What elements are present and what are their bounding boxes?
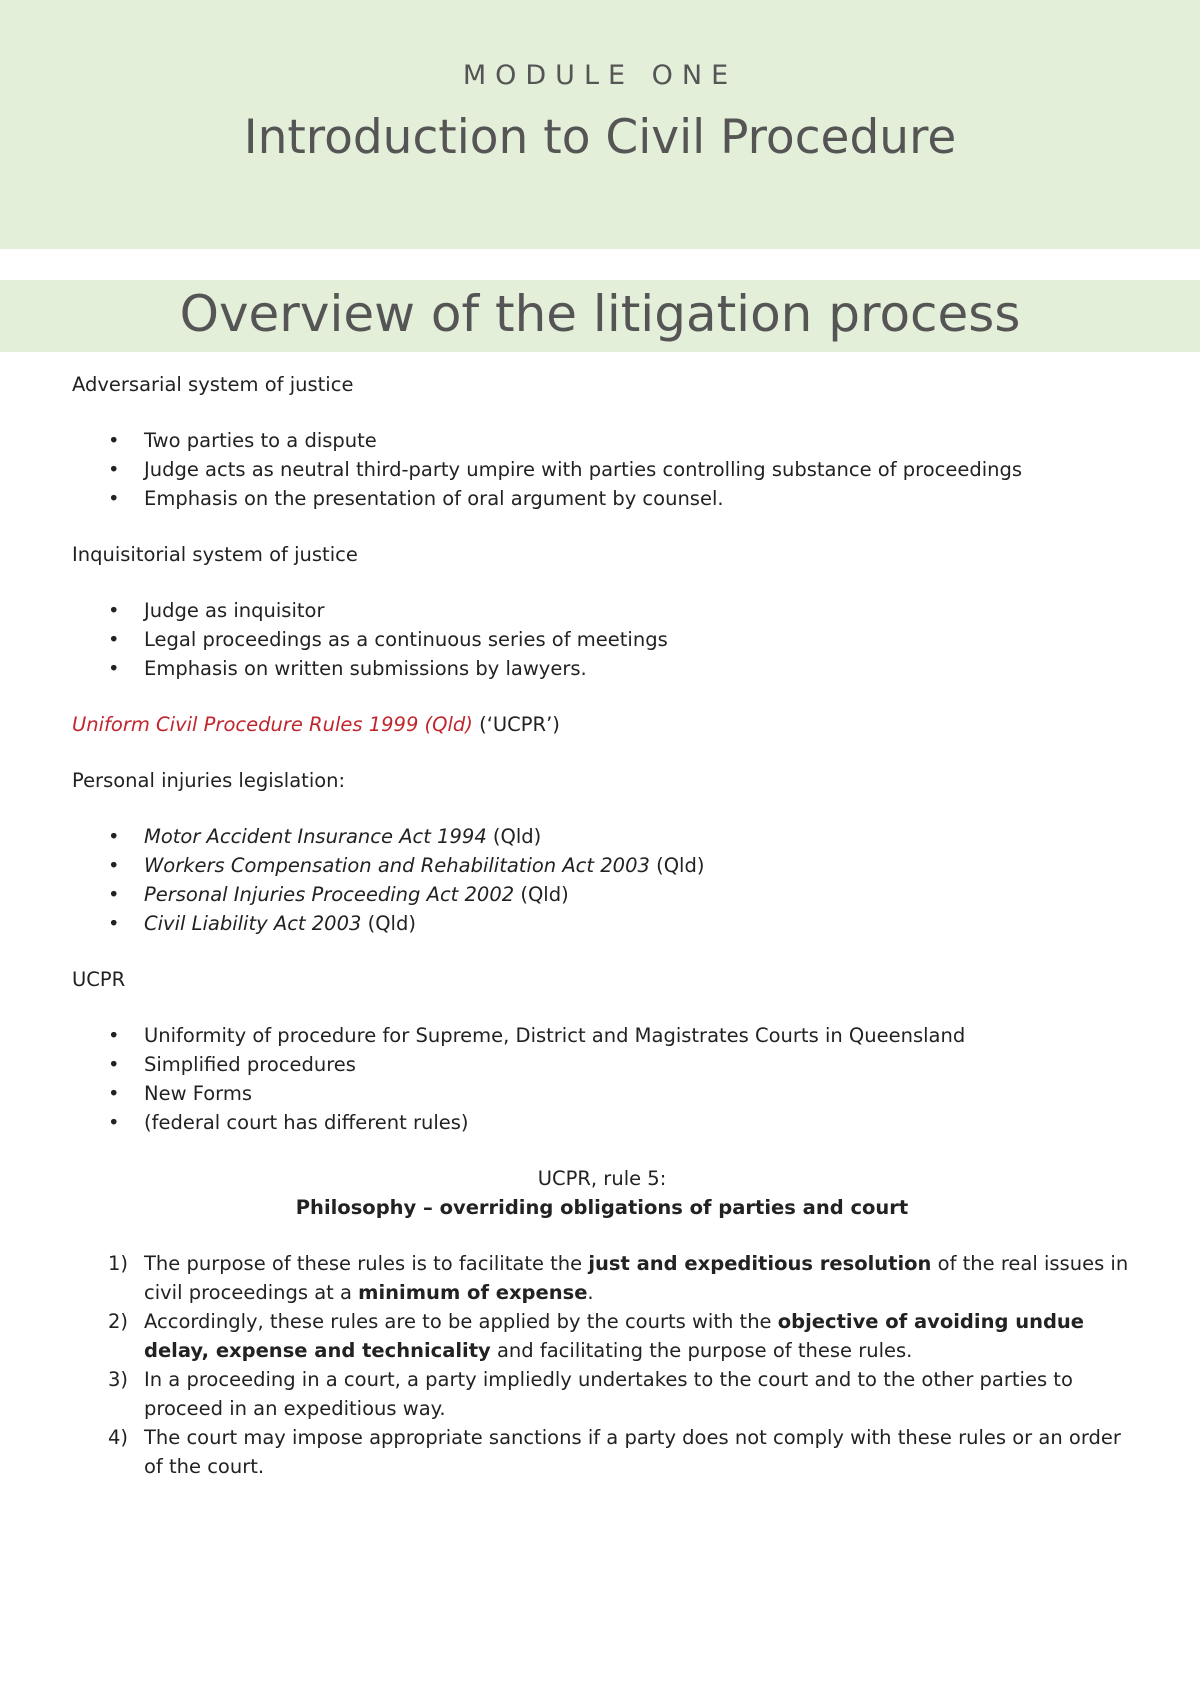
- ucpr-list: [72, 1021, 1132, 1137]
- rule-item: [108, 1307, 1132, 1365]
- act-name: Workers Compensation and Rehabilitation Act 2003: [144, 854, 650, 877]
- ucpr-abbrev: (‘UCPR’): [472, 713, 560, 736]
- act-name: Civil Liability Act 2003: [144, 912, 362, 935]
- list-item: • Judge as inquisitor: [144, 596, 1132, 625]
- rule-text: In a proceeding in a court, a party impliedly undertakes to the court and to the other parties to proceed in an expeditious way.: [144, 1368, 1073, 1420]
- list-item: • Two parties to a dispute: [144, 426, 1132, 455]
- list-item: • Emphasis on the presentation of oral argument by counsel.: [144, 484, 1132, 513]
- rule-text: Accordingly, these rules are to be applied by the courts with the: [144, 1310, 778, 1333]
- rule5-heading: [72, 1164, 1132, 1222]
- rule5-citation: UCPR, rule 5:: [537, 1167, 667, 1190]
- rule-text: The court may impose appropriate sanctions if a party does not comply with these rules or an order of the court.: [144, 1426, 1121, 1478]
- rule-text: .: [587, 1281, 594, 1304]
- act-name: Motor Accident Insurance Act 1994: [144, 825, 487, 848]
- rule-number: 1): [108, 1252, 129, 1275]
- pi-legislation-list: [72, 822, 1132, 938]
- rule-number: 2): [108, 1310, 129, 1333]
- rule-emphasis: minimum of expense: [358, 1281, 588, 1304]
- inquisitorial-heading: Inquisitorial system of justice: [72, 543, 358, 566]
- rule-text: The purpose of these rules is to facilitate the: [144, 1252, 589, 1275]
- list-item: [144, 851, 1132, 880]
- list-item: • Simplified procedures: [144, 1050, 1132, 1079]
- list-item: • New Forms: [144, 1079, 1132, 1108]
- ucpr-reference: [72, 710, 1132, 739]
- rule-item: [108, 1365, 1132, 1423]
- rule-text: and facilitating the purpose of these rules.: [490, 1339, 913, 1362]
- ucpr-heading: UCPR: [72, 968, 126, 991]
- adversarial-heading: Adversarial system of justice: [72, 373, 354, 396]
- act-jurisdiction: (Qld): [361, 912, 416, 935]
- ucpr-link[interactable]: Uniform Civil Procedure Rules 1999 (Qld): [72, 713, 473, 736]
- rule-number: 3): [108, 1368, 129, 1391]
- list-item: • Uniformity of procedure for Supreme, District and Magistrates Courts in Queensland: [144, 1021, 1132, 1050]
- rule-item: [108, 1423, 1132, 1481]
- rule5-list: [72, 1249, 1132, 1481]
- module-kicker: MODULE ONE: [462, 60, 738, 91]
- act-jurisdiction: (Qld): [514, 883, 569, 906]
- list-item: • Legal proceedings as a continuous series of meetings: [144, 625, 1132, 654]
- document-body: [72, 370, 1132, 1481]
- inquisitorial-list: [72, 596, 1132, 683]
- list-item: • Emphasis on written submissions by lawyers.: [144, 654, 1132, 683]
- act-name: Personal Injuries Proceeding Act 2002: [144, 883, 515, 906]
- rule-number: 4): [108, 1426, 129, 1449]
- list-item: • Judge acts as neutral third-party umpire with parties controlling substance of proceedings: [144, 455, 1132, 484]
- list-item: [144, 909, 1132, 938]
- act-jurisdiction: (Qld): [486, 825, 542, 848]
- rule-emphasis: objective of avoiding undue delay, expense and technicality: [144, 1310, 1085, 1362]
- rule-text: of the real issues in civil proceedings at a: [144, 1252, 1129, 1304]
- rule-item: [108, 1249, 1132, 1307]
- module-title: Introduction to Civil Procedure: [243, 110, 957, 165]
- rule-emphasis: just and expeditious resolution: [588, 1252, 932, 1275]
- list-item: • (federal court has different rules): [144, 1108, 1132, 1137]
- list-item: [144, 880, 1132, 909]
- section-title: Overview of the litigation process: [179, 285, 1021, 343]
- adversarial-list: [72, 426, 1132, 513]
- list-item: [144, 822, 1132, 851]
- rule5-title: Philosophy – overriding obligations of parties and court: [295, 1196, 909, 1219]
- pi-legislation-heading: Personal injuries legislation:: [72, 769, 346, 792]
- act-jurisdiction: (Qld): [649, 854, 705, 877]
